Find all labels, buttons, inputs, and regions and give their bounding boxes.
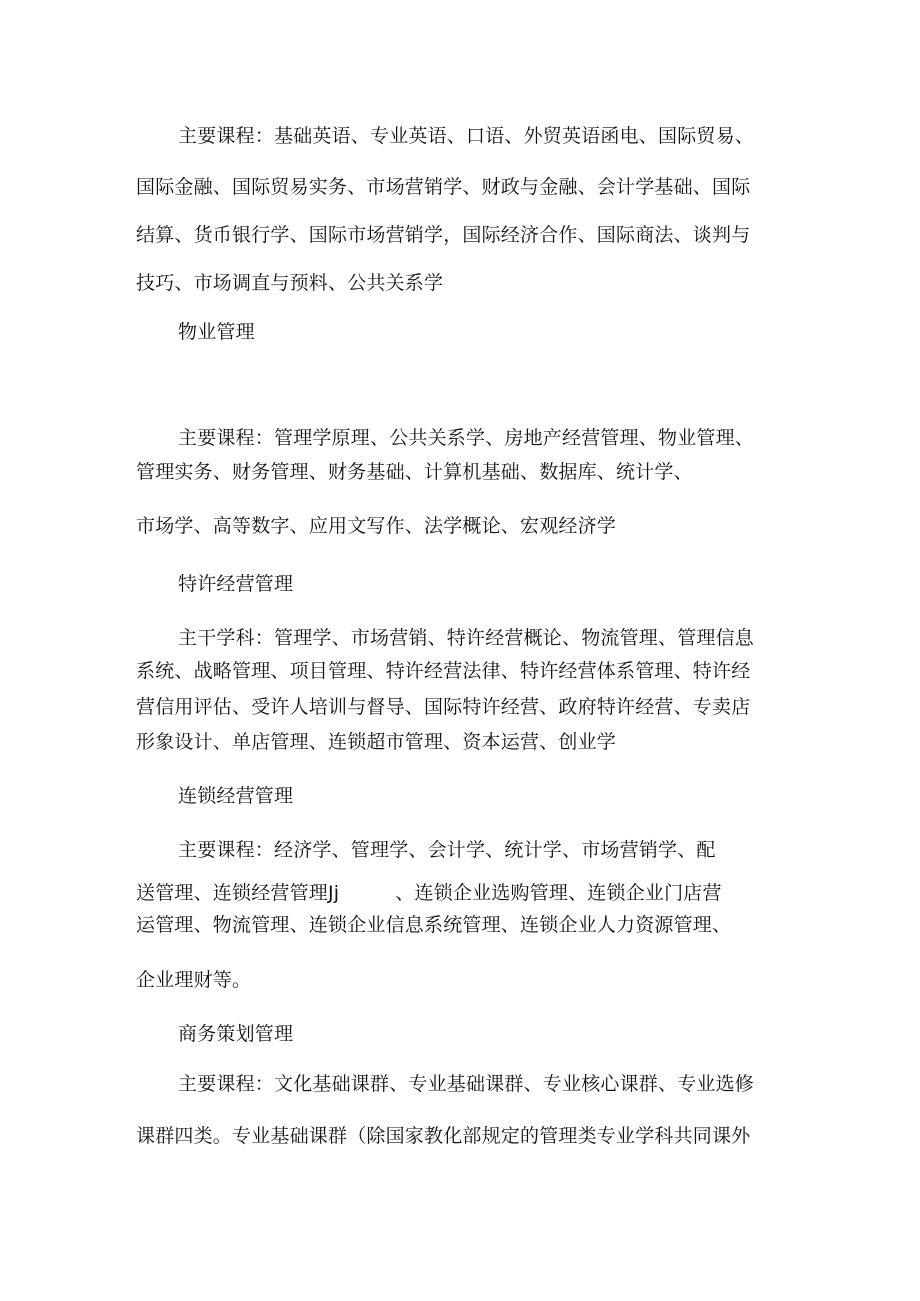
chain-line-2-end: 、连锁企业选购管理、连锁企业门店营 (395, 882, 722, 904)
chain-line-2 (136, 880, 722, 906)
franchise-line-3: 营信用评估、受许人培训与督导、国际特许经营、政府特许经营、专卖店 (136, 696, 751, 718)
property-heading: 物业管理 (178, 321, 255, 343)
intl-trade-line-4: 技巧、市场调直与预料、公共关系学 (136, 272, 444, 294)
planning-line-1: 主要课程：文化基础课群、专业基础课群、专业核心课群、专业选修 (178, 1073, 755, 1095)
chain-heading: 连锁经营管理 (178, 785, 294, 807)
chain-line-3: 运管理、物流管理、连锁企业信息系统管理、连锁企业人力资源管理、 (136, 914, 732, 936)
franchise-line-1: 主干学科：管理学、市场营销、特许经营概论、物流管理、管理信息 (178, 627, 755, 649)
chain-line-2-start: 送管理、连锁经营管理Jj (136, 882, 340, 904)
planning-line-2: 课群四类。专业基础课群（除国家教化部规定的管理类专业学科共同课外 (136, 1125, 751, 1147)
franchise-heading: 特许经营管理 (178, 573, 294, 595)
intl-trade-line-2: 国际金融、国际贸易实务、市场营销学、财政与金融、会计学基础、国际 (136, 176, 751, 198)
franchise-line-4: 形象设计、单店管理、连锁超市管理、资本运营、创业学 (136, 731, 617, 753)
property-line-3: 市场学、高等数字、应用文写作、法学概论、宏观经济学 (136, 515, 617, 537)
planning-heading: 商务策划管理 (178, 1023, 294, 1045)
chain-line-1: 主要课程：经济学、管理学、会计学、统计学、市场营销学、配 (178, 839, 716, 861)
intl-trade-line-1: 主要课程：基础英语、专业英语、口语、外贸英语函电、国际贸易、 (178, 125, 755, 147)
property-line-2: 管理实务、财务管理、财务基础、计算机基础、数据库、统计学、 (136, 461, 693, 483)
intl-trade-line-3: 结算、货币银行学、国际市场营销学，国际经济合作、国际商法、谈判与 (136, 224, 751, 246)
chain-line-4: 企业理财等。 (136, 969, 252, 991)
property-line-1: 主要课程：管理学原理、公共关系学、房地产经营管理、物业管理、 (178, 427, 755, 449)
franchise-line-2: 系统、战略管理、项目管理、特许经营法律、特许经营体系管理、特许经 (136, 660, 751, 682)
